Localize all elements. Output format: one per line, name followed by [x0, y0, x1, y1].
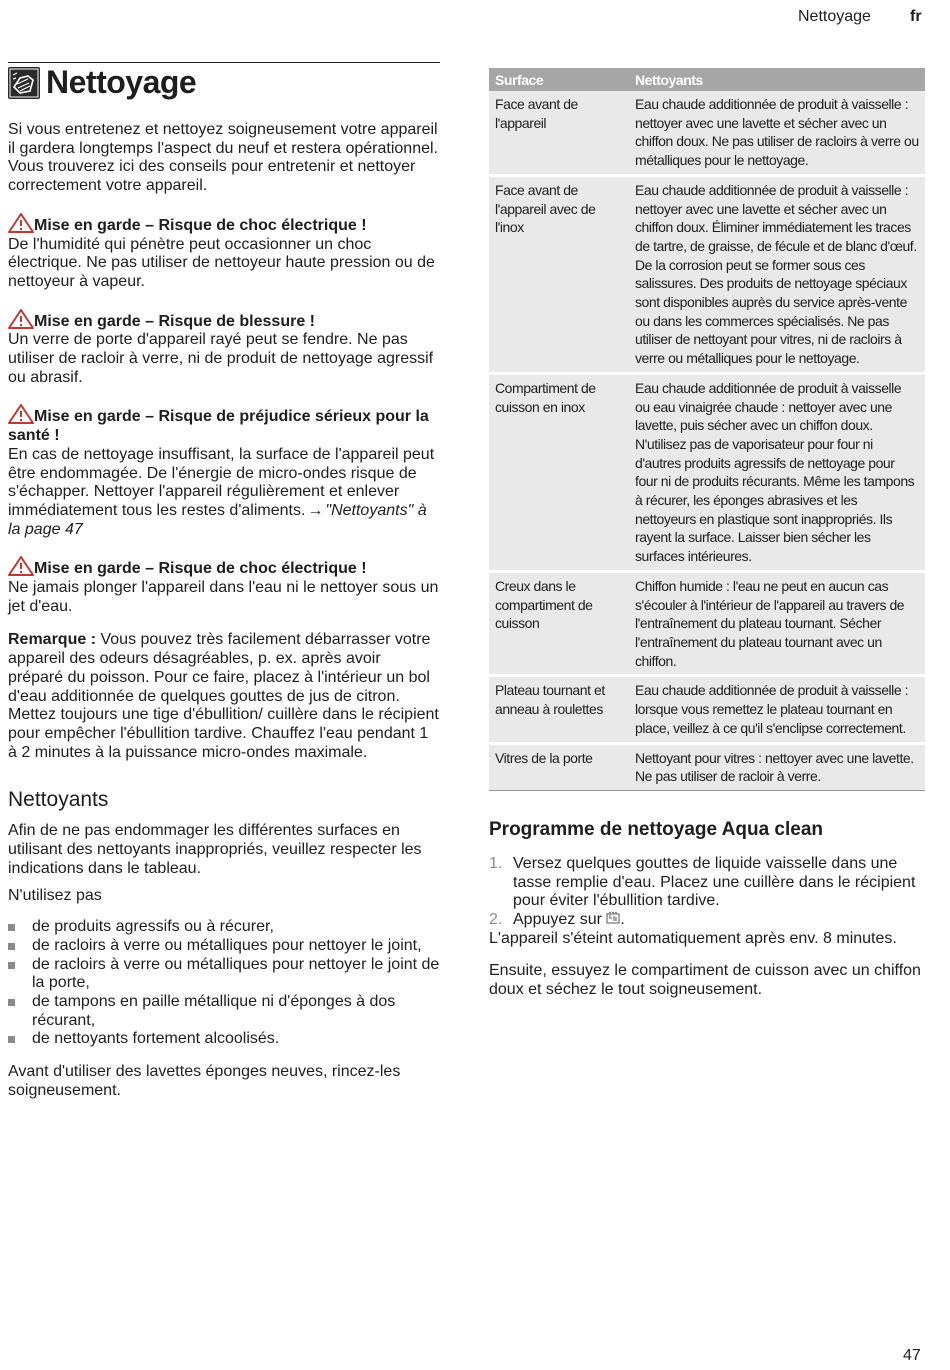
- warning-electric-shock-2: [8, 556, 440, 616]
- square-bullet: [8, 924, 15, 931]
- warning-injury: [8, 309, 440, 388]
- surface-cell: Vitres de la porte: [489, 743, 629, 790]
- warning-text: En cas de nettoyage insuffisant, la surface de l'appareil peut être endommagée. De l'énergie de micro-ondes risque de s'échapper. Nettoyer l'appareil régulièrement et enlever immédiatement tous les restes d'aliments.: [8, 445, 435, 519]
- table-header-row: [489, 68, 925, 91]
- surface-cell: Compartiment de cuisson en inox: [489, 373, 629, 571]
- surface-cell: Plateau tournant et anneau à roulettes: [489, 676, 629, 743]
- cleaner-cell: Eau chaude additionnée de produit à vaisselle ou eau vinaigrée chaude : nettoyer avec une lavette, puis sécher avec un chiffon doux. N'utilisez pas de vaporisateur pour four ni d'autres produits agressifs de nettoyage pour four ni de produits récurants. Même les tampons à récurer, les éponges abrasives et les nettoyeurs en plastique sont inappropriés. Ils rayent la surface. Laisser bien sécher les surfaces intérieures.: [629, 373, 925, 571]
- nettoyants-intro: Afin de ne pas endommager les différentes surfaces en utilisant des nettoyants inappropriés, veuillez respecter les indications dans le tableau.: [8, 822, 422, 877]
- note-text: Vous pouvez très facilement débarrasser votre appareil des odeurs désagréables, p. ex. après avoir préparé du poisson. Pour ce faire, placez à l'intérieur un bol d'eau additionnée de quelques gouttes de jus de citron. Mettez toujours une tige d'ébullition/ cuillère dans le récipient pour empêcher l'ébullition tardive. Chauffez l'eau pendant 1 à 2 minutes à la puissance micro-ondes maximale.: [8, 631, 439, 761]
- page-title: Nettoyage: [46, 64, 197, 100]
- table-row: [489, 743, 925, 790]
- warning-triangle-icon: [8, 404, 34, 424]
- warning-triangle-icon: [8, 309, 34, 329]
- aqua-clean-steps: [489, 855, 925, 930]
- square-bullet: [8, 1036, 15, 1043]
- step-text: Versez quelques gouttes de liquide vaisselle dans une tasse remplie d'eau. Placez une cuillère dans le récipient pour éviter l'ébullition tardive.: [513, 854, 916, 910]
- warning-electric-shock-1: [8, 213, 440, 292]
- square-bullet: [8, 943, 15, 950]
- cleaner-cell: Eau chaude additionnée de produit à vaisselle : nettoyer avec une lavette et sécher avec un chiffon doux. Éliminer immédiatement les traces de tartre, de graisse, de fécule et de blanc d'œuf. De la corrosion peut se former sous ces salissures. Des produits de nettoyage spéciaux sont disponibles auprès du service après-vente ou dans les commerces spécialisés. Ne pas utiliser de nettoyant pour vitres, ni de racloirs à verre ou métalliques pour le nettoyage.: [629, 175, 925, 373]
- warning-heading: Mise en garde – Risque de préjudice sérieux pour la santé !: [8, 408, 429, 445]
- aqua-clean-final: Ensuite, essuyez le compartiment de cuisson avec un chiffon doux et séchez le tout soigneusement.: [489, 962, 921, 999]
- square-bullet: [8, 999, 15, 1006]
- intro-paragraph: Si vous entretenez et nettoyez soigneusement votre appareil il gardera longtemps l'aspect du neuf et restera opérationnel. Vous trouverez ici des conseils pour entretenir et nettoyer correctement votre appareil.: [8, 121, 438, 195]
- surface-cell: Creux dans le compartiment de cuisson: [489, 571, 629, 676]
- step-text: Appuyez sur: [513, 911, 602, 929]
- list-item: de produits agressifs ou à récurer,: [8, 918, 440, 937]
- cleaner-cell: Eau chaude additionnée de produit à vaisselle : lorsque vous remettez le plateau tournant en place, veillez à ce qu'il s'enclipse correctement.: [629, 676, 925, 743]
- square-bullet: [8, 962, 15, 969]
- table-row: [489, 373, 925, 571]
- nettoyants-closing: Avant d'utiliser des lavettes éponges neuves, rincez-les soigneusement.: [8, 1063, 401, 1099]
- list-item: de racloirs à verre ou métalliques pour nettoyer le joint de la porte,: [8, 956, 440, 993]
- column-header-surface: Surface: [489, 68, 629, 91]
- title-row: [8, 62, 440, 107]
- table-row: [489, 175, 925, 373]
- warning-heading: Mise en garde – Risque de blessure !: [34, 312, 315, 330]
- right-column: [489, 68, 925, 1000]
- table-row: [489, 91, 925, 175]
- cleaner-cell: Eau chaude additionnée de produit à vaisselle : nettoyer avec une lavette et sécher avec un chiffon doux. Ne pas utiliser de racloirs à verre ou métalliques pour le nettoyage.: [629, 91, 925, 175]
- running-header-section: Nettoyage: [798, 8, 871, 25]
- surface-cell: Face avant de l'appareil: [489, 91, 629, 175]
- note-label: Remarque :: [8, 631, 97, 649]
- aqua-clean-after: L'appareil s'éteint automatiquement après env. 8 minutes.: [489, 929, 897, 947]
- aqua-clean-heading: Programme de nettoyage Aqua clean: [489, 818, 824, 840]
- step-number: 1.: [489, 854, 503, 872]
- column-header-cleaners: Nettoyants: [629, 68, 925, 91]
- warning-text: Un verre de porte d'appareil rayé peut se fendre. Ne pas utiliser de racloir à verre, ni de produit de nettoyage agressif ou abrasif.: [8, 331, 434, 386]
- list-item: de tampons en paille métallique ni d'éponges à dos récurant,: [8, 993, 440, 1030]
- warning-text: De l'humidité qui pénètre peut occasionner un choc électrique. Ne pas utiliser de nettoyeur haute pression ou de nettoyeur à vapeur.: [8, 235, 435, 290]
- warning-heading: Mise en garde – Risque de choc électrique !: [34, 216, 367, 234]
- do-not-use-list: [8, 918, 440, 1049]
- cross-reference-link[interactable]: "Nettoyants" à la page 47: [8, 501, 427, 538]
- table-row: [489, 571, 925, 676]
- list-item: de racloirs à verre ou métalliques pour nettoyer le joint,: [8, 937, 440, 956]
- cleaning-table: [489, 68, 925, 791]
- nettoyants-subhead: N'utilisez pas: [8, 886, 102, 904]
- step-item: 2. Appuyez sur .: [489, 911, 625, 929]
- table-row: [489, 676, 925, 743]
- nettoyants-heading: Nettoyants: [8, 788, 109, 812]
- left-column: [8, 62, 440, 1101]
- warning-health: [8, 404, 440, 539]
- cleaning-hand-icon: [8, 67, 40, 99]
- cleaner-cell: Chiffon humide : l'eau ne peut en aucun cas s'écouler à l'intérieur de l'appareil au travers de l'entraînement du plateau tournant. Sécher l'entraînement du plateau tournant avec un chiffon.: [629, 571, 925, 676]
- warning-triangle-icon: [8, 213, 34, 233]
- cleaner-cell: Nettoyant pour vitres : nettoyer avec une lavette. Ne pas utiliser de racloir à verre.: [629, 743, 925, 790]
- surface-cell: Face avant de l'appareil avec de l'inox: [489, 175, 629, 373]
- list-item: de nettoyants fortement alcoolisés.: [8, 1030, 440, 1049]
- note-paragraph: [8, 631, 440, 762]
- link-arrow-icon: →: [307, 501, 324, 519]
- aqua-clean-icon: [606, 911, 620, 925]
- step-number: 2.: [489, 911, 503, 929]
- page-number: 47: [903, 1347, 921, 1364]
- warning-heading: Mise en garde – Risque de choc électrique !: [34, 560, 367, 578]
- step-item: [489, 855, 925, 911]
- running-header-language: fr: [910, 8, 922, 25]
- warning-text: Ne jamais plonger l'appareil dans l'eau ni le nettoyer sous un jet d'eau.: [8, 579, 439, 615]
- warning-triangle-icon: [8, 556, 34, 576]
